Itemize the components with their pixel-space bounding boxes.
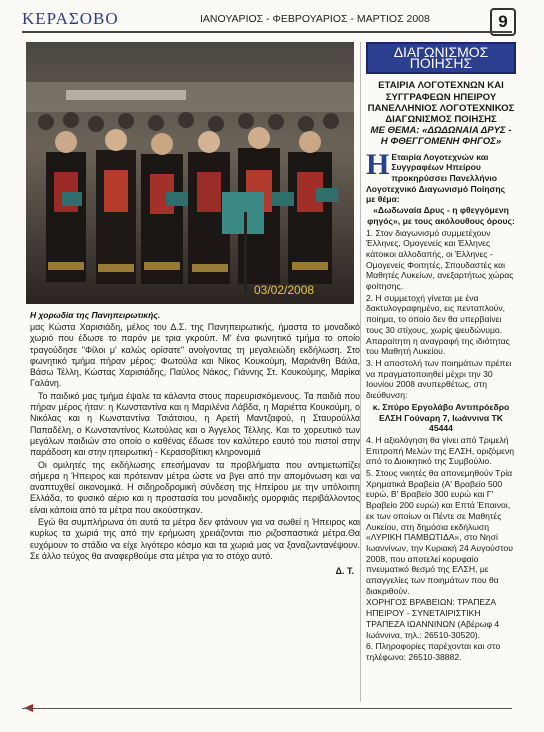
issue-date: ΙΑΝΟΥΑΡΙΟΣ - ΦΕΒΡΟΥΑΡΙΟΣ - ΜΑΡΤΙΟΣ 2008 (200, 13, 430, 25)
contest-info: 6. Πληροφορίες παρέχονται και στο τηλέφωνο: 26510-38882. (366, 641, 501, 662)
article-paragraph-4: Εγώ θα συμπλήρωνα ότι αυτά τα μέτρα δεν φτάνουν για να σωθεί η Ήπειρος και κυρίως τα χωριά της από την ερήμωση χρειάζονται πιο ριζοσπαστικά μέτρα.Θα ευχόμουν το στάδιο να είχε λιγότερο κόσμο και τα χωριά μας να ξαναζωντανέψουν. Σε άλλο τεύχος θα αναφερθούμε στα μέτρα για το στόχο αυτό. (30, 517, 360, 561)
drop-cap: Η (366, 147, 390, 181)
article-paragraph-2: Το παιδικό μας τμήμα έψαλε τα κάλαντα στους παρευρισκόμενους. Τα παιδιά που πήραν μέρος ήταν: η Κωνσταντίνα και η Μαριλένα Λάβδα, η Μαριέττα Κουκούμη, ο Νικόλας και η Κωνσταντίνα Τσιάτσιου, η Αρετή Μαντζαφού, η Σταυρούλλα Παπαδέλη, ο Κωνσταντίνος Κωτούλας και ο Άγγελος Τέλλης. Και το χορευτικό των μεγάλων παιδιών στο οποίο ο καθένας έδωσε τον καλύτερο εαυτό του πιστοί στην παράδοση και στην ηπειρωτική - Κερασοβίτικη κληρονομιά (30, 390, 360, 458)
contest-address: κ. Σπύρο Εργολάβο Αντιπρόεδρο ΕΛΣΗ Γούναρη 7, Ιωάννινα ΤΚ 45444 (372, 401, 510, 434)
contest-sponsor: ΧΟΡΗΓΟΣ ΒΡΑΒΕΙΩΝ: ΤΡΑΠΕΖΑ ΗΠΕΙΡΟΥ - ΣΥΝΕΤΑΙΡΙΣΤΙΚΗ ΤΡΑΠΕΖΑ ΙΩΑΝΝΙΝΩΝ (Αβέρωφ 4 Ιωάννινα, τηλ.: 26510-30520). (366, 597, 500, 640)
header-rule (22, 31, 512, 33)
masthead: ΚΕΡΑΣΟΒΟ (22, 9, 119, 28)
contest-term-3: 3. Η αποστολή των ποιημάτων πρέπει να πραγματοποιηθεί μέχρι την 30 Ιουνίου 2008 ανυπερθέτως, στη διεύθυνση: (366, 357, 512, 401)
column-divider (360, 42, 361, 702)
contest-organizer: ΕΤΑΙΡΙΑ ΛΟΓΟΤΕΧΝΩΝ ΚΑΙ ΣΥΓΓΡΑΦΕΩΝ ΗΠΕΙΡΟΥ ΠΑΝΕΛΛΗΝΙΟΣ ΛΟΓΟΤΕΧΝΙΚΟΣ ΔΙΑΓΩΝΙΣΜΟΣ ΠΟΙΗΣΗΣ (367, 80, 515, 126)
contest-intro-theme: «Δωδωναία Δρυς - η φθεγγόμενη φηγός», με τους ακόλουθους όρους: (367, 205, 515, 226)
contest-theme: ΜΕ ΘΕΜΑ: «ΔΩΔΩΝΑΙΑ ΔΡΥΣ - Η ΦΘΕΓΓΟΜΕΝΗ ΦΗΓΟΣ» (370, 125, 512, 148)
photo-caption: Η χορωδία της Πανηπειρωτικής. (30, 310, 161, 320)
contest-banner: ΔΙΑΓΩΝΙΣΜΟΣ ΠΟΙΗΣΗΣ (366, 42, 516, 74)
footer-rule (22, 708, 512, 709)
article-body (30, 322, 360, 575)
contest-term-1: 1. Στον διαγωνισμό συμμετέχουν Έλληνες, Ομογενείς και Έλληνες κάτοικοι αλλοδαπής, οι Έλληνες - Ομογενείς Φοιτητές, Σπουδαστές και Μαθητές Λυκείων, ανεξαρτήτως χώρας φοίτησης. (366, 227, 514, 292)
contest-term-5: 5. Στους νικητές θα απονεμηθούν Τρία Χρηματικά Βραβεία (Α' Βραβείο 500 ευρώ, Β' Βραβείο 300 ευρώ και Γ' Βραβείο 200 ευρώ) και Επτά Έπαινοι, εκ των οποίων οι Πέντε σε Μαθητές Λυκείου, στη δημόσια εκδήλωση «ΛΥΡΙΚΗ ΠΑΜΒΩΤΙΔΑ», στο Νησί Ιωαννίνων, την Κυριακή 24 Αυγούστου 2008, που αποτελεί κορυφαίο πνευματικό θεσμό της ΕΛΣΗ, με απαγγελίες των ποιημάτων που θα διακριθούν. (366, 468, 513, 596)
contest-intro (366, 147, 516, 206)
article-paragraph-1: μας Κώστα Χαρισιάδη, μέλος του Δ.Σ. της Πανηπειρωτικής, ήμαστα το μοναδικό χωριό που έδωσε το παρόν με τρια γκρούπ. Μ' ένα φωνητικό τμήμα το οποίο τραγούδησε "Φίλοι μ' καλώς ορίσατε" ανοίγοντας τη μεγαλειώδη εκδήλωση. Στο φωνητικό τμήμα πήραν μέρος: Φωτούλα και Νίκος Κουκούμη, Μαριάνθη Βάιλα, Βάσω Τέλλη, Κώστας Χαρισιάδης, Παύλος Νάκος, Γιάννης Στ. Κουκούμης, Μαρίκα Γαλάνη. (30, 322, 360, 389)
page-header (0, 0, 544, 38)
page-number: 9 (490, 8, 516, 36)
contest-term-4: 4. Η αξιολόγηση θα γίνει από Τριμελή Επιτροπή Μελών της ΕΛΣΗ, οριζόμενη από το Διοικητικό της Συμβούλιο. (366, 434, 515, 467)
contest-column (366, 42, 516, 664)
article-paragraph-3: Οι ομιλητές της εκδήλωσης επεσήμαναν τα προβλήματα που αντιμετωπίζει σήμερα η Ήπειρος και πρότειναν μέτρα ώστε να βγει από την απομόνωση και να αναπτυχθεί οικονομικά. Η σιδηροδρομική σύνδεση της Ηπείρου με την υπόλοιπη Ελλάδα, το φυσικό αέριο και η προστασία του μοναδικής ομορφιάς περιβάλλοντος είναι κάποια από τα μέτρα που ακούστηκαν. (30, 459, 360, 515)
article-signature: Δ. Τ. (335, 565, 354, 576)
choir-photo-illustration (26, 42, 354, 304)
photo-date-stamp: 03/02/2008 (254, 283, 315, 297)
choir-photo (26, 42, 354, 304)
contest-term-2: 2. Η συμμετοχή γίνεται με ένα δακτυλογραφημένο, εις πενταπλούν, ποίημα, το οποίο δεν θα υπερβαίνει τους 30 στίχους, χωρίς ψευδώνυμο. Απαραίτητη η αναγραφή της ιδιότητας του Μαθητή Λυκείου. (366, 292, 510, 357)
contest-intro-text: Εταιρία Λογοτεχνών και Συγγραφέων Ηπείρου προκηρύσσει Πανελλήνιο Λογοτεχνικό Διαγωνισμό Ποίησης με θέμα: (366, 151, 506, 205)
